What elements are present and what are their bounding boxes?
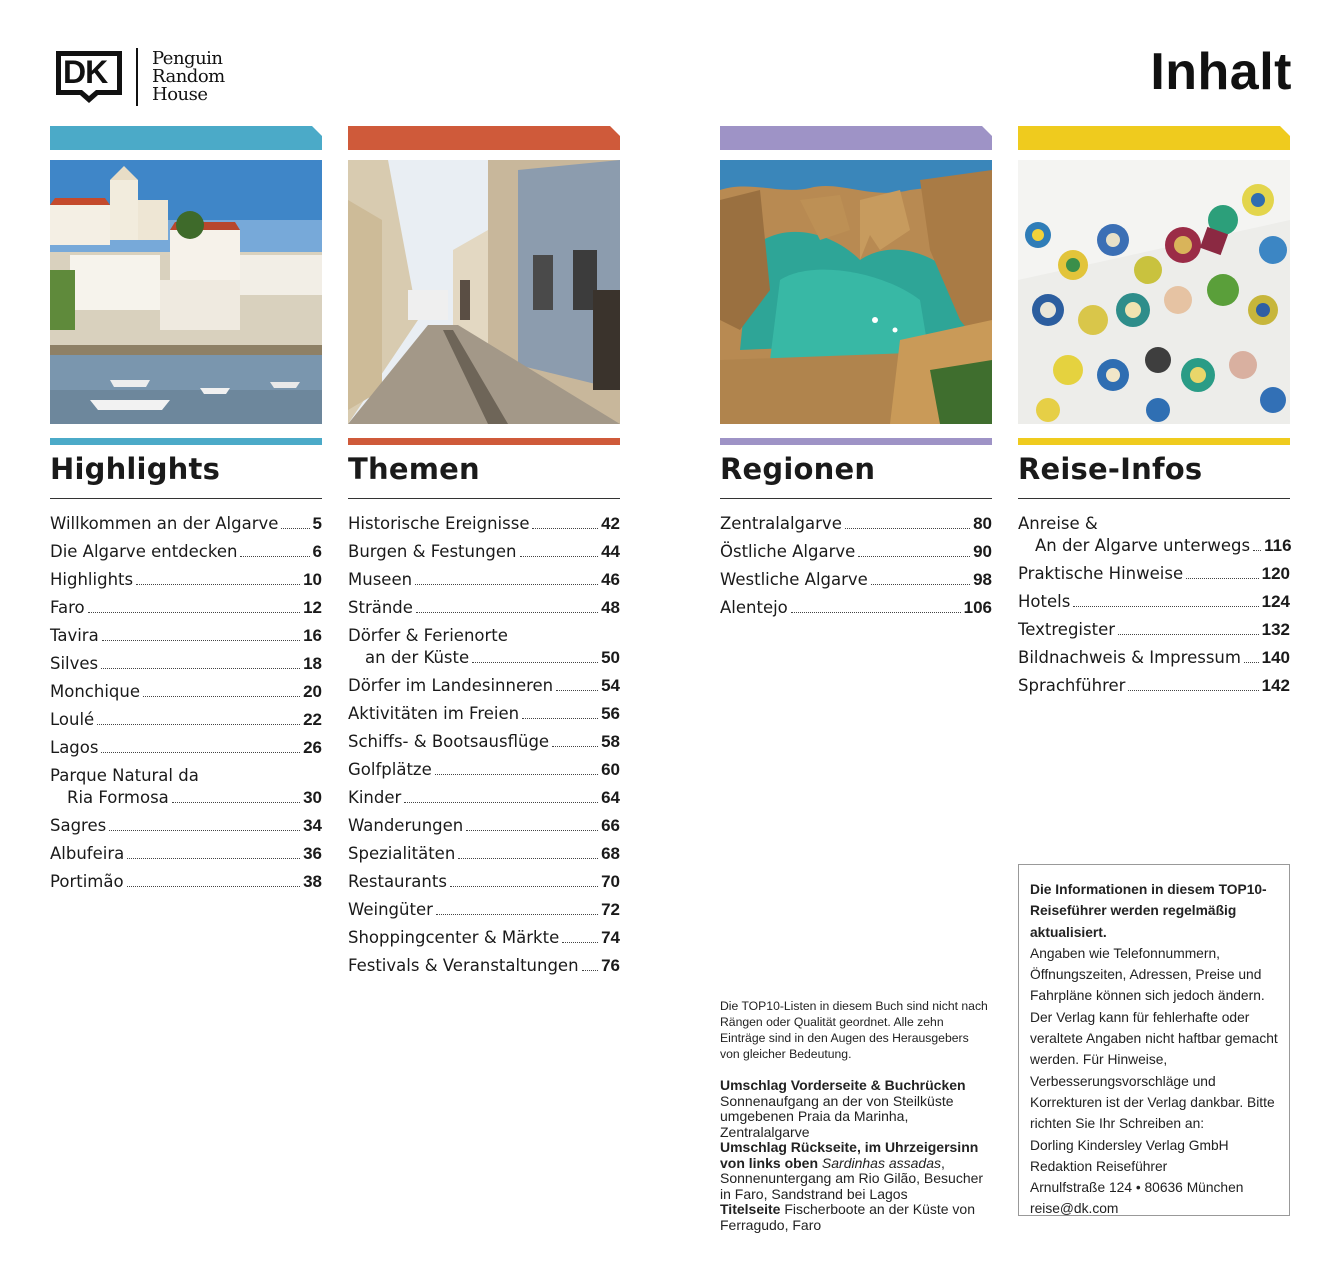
toc-entry[interactable] bbox=[348, 625, 620, 669]
toc-entry[interactable] bbox=[348, 815, 620, 837]
cover-credits bbox=[720, 1078, 990, 1233]
credit-text: Fischerboote an der Küste von Ferragudo, Faro bbox=[720, 1201, 975, 1233]
leader-dots bbox=[435, 774, 598, 775]
penguin-random-house-wordmark bbox=[152, 50, 225, 104]
entry-label: Loulé bbox=[50, 710, 95, 729]
page-number: 58 bbox=[601, 732, 620, 751]
page-number: 56 bbox=[601, 704, 620, 723]
page-number: 140 bbox=[1261, 648, 1290, 667]
entry-label: Wanderungen bbox=[348, 816, 464, 835]
page-number: 72 bbox=[601, 900, 620, 919]
entry-label: Spezialitäten bbox=[348, 844, 456, 863]
page-number: 66 bbox=[601, 816, 620, 835]
entry-label: Lagos bbox=[50, 738, 99, 757]
page-number: 120 bbox=[1261, 564, 1290, 583]
entry-label: Restaurants bbox=[348, 872, 447, 891]
entry-label: Praktische Hinweise bbox=[1018, 564, 1184, 583]
page-number: 42 bbox=[601, 514, 620, 533]
cobbled-street-photo bbox=[348, 160, 620, 424]
entry-label: Burgen & Festungen bbox=[348, 542, 517, 561]
color-tab bbox=[348, 126, 620, 150]
leader-dots bbox=[101, 668, 300, 669]
toc-entry[interactable] bbox=[348, 759, 620, 781]
toc-entry[interactable] bbox=[50, 871, 322, 893]
page-number: 48 bbox=[601, 598, 620, 617]
leader-dots bbox=[127, 886, 301, 887]
credit-italic: Sardinhas assadas bbox=[821, 1154, 941, 1171]
page-number: 50 bbox=[601, 648, 620, 667]
leader-dots bbox=[845, 528, 970, 529]
toc-entry[interactable] bbox=[50, 569, 322, 591]
toc-entry[interactable] bbox=[50, 843, 322, 865]
toc-entry[interactable] bbox=[50, 653, 322, 675]
toc-list bbox=[1018, 513, 1290, 697]
toc-entry[interactable] bbox=[348, 703, 620, 725]
leader-dots bbox=[858, 556, 970, 557]
entry-label: Sagres bbox=[50, 816, 107, 835]
page-number: 68 bbox=[601, 844, 620, 863]
dk-logo-icon bbox=[54, 49, 124, 105]
title-rule bbox=[348, 498, 620, 499]
toc-entry[interactable] bbox=[720, 513, 992, 535]
color-tab bbox=[1018, 126, 1290, 150]
credit-heading: Titelseite bbox=[720, 1201, 781, 1217]
leader-dots bbox=[1118, 634, 1259, 635]
entry-label: Museen bbox=[348, 570, 413, 589]
leader-dots bbox=[415, 584, 598, 585]
leader-dots bbox=[127, 858, 300, 859]
leader-dots bbox=[281, 528, 309, 529]
section-title: Highlights bbox=[50, 452, 221, 486]
info-box-body: Angaben wie Telefonnummern, Öffnungszeiten, Adressen, Preise und Fahrpläne können sich jedoch ändern. Der Verlag kann für fehlerhafte oder veraltete Angaben nicht haftbar gemacht werden. Für Hinweise, Verbesserungsvorschläge und Korrekturen ist der Verlag dankbar. Bitte richten Sie Ihr Schreiben an: bbox=[1030, 945, 1278, 1132]
section-themen bbox=[348, 126, 620, 983]
entry-label: Historische Ereignisse bbox=[348, 514, 530, 533]
page-number: 64 bbox=[601, 788, 620, 807]
entry-label: Kinder bbox=[348, 788, 402, 807]
dk-logo-text: DK bbox=[63, 54, 108, 90]
toc-entry[interactable] bbox=[348, 955, 620, 977]
entry-label: Bildnachweis & Impressum bbox=[1018, 648, 1241, 667]
section-title: Reise-Infos bbox=[1018, 452, 1203, 486]
page-number: 6 bbox=[312, 542, 322, 561]
toc-entry[interactable] bbox=[1018, 675, 1290, 697]
address-line: Redaktion Reiseführer bbox=[1030, 1158, 1168, 1174]
page-number: 22 bbox=[303, 710, 322, 729]
page-number: 60 bbox=[601, 760, 620, 779]
page-number: 74 bbox=[601, 928, 620, 947]
toc-entry[interactable] bbox=[1018, 513, 1290, 557]
leader-dots bbox=[472, 662, 598, 663]
section-highlights bbox=[50, 126, 322, 899]
toc-entry[interactable] bbox=[348, 731, 620, 753]
color-underbar bbox=[1018, 438, 1290, 445]
toc-entry[interactable] bbox=[1018, 619, 1290, 641]
leader-dots bbox=[102, 640, 300, 641]
entry-label: Shoppingcenter & Märkte bbox=[348, 928, 560, 947]
toc-entry[interactable] bbox=[50, 625, 322, 647]
toc-list bbox=[720, 513, 992, 619]
page-number: 76 bbox=[601, 956, 620, 975]
update-info-box bbox=[1018, 864, 1290, 1216]
leader-dots bbox=[556, 690, 598, 691]
toc-entry[interactable] bbox=[348, 871, 620, 893]
publisher-line: Random bbox=[152, 66, 225, 87]
page-number: 124 bbox=[1261, 592, 1290, 611]
leader-dots bbox=[97, 724, 300, 725]
title-rule bbox=[50, 498, 322, 499]
leader-dots bbox=[450, 886, 598, 887]
entry-label-continued: an der Küste bbox=[365, 648, 470, 667]
page-number: 26 bbox=[303, 738, 322, 757]
page-number: 132 bbox=[1261, 620, 1290, 639]
leader-dots bbox=[436, 914, 598, 915]
logo-divider bbox=[136, 48, 138, 106]
leader-dots bbox=[552, 746, 598, 747]
info-box-heading: Die Informationen in diesem TOP10-Reiseführer werden regelmäßig aktualisiert. bbox=[1030, 882, 1267, 940]
toc-entry[interactable] bbox=[50, 709, 322, 731]
toc-entry[interactable] bbox=[348, 787, 620, 809]
toc-list bbox=[50, 513, 322, 893]
title-rule bbox=[1018, 498, 1290, 499]
credit-heading: Umschlag Vorderseite & Buchrücken bbox=[720, 1077, 966, 1093]
entry-label: Alentejo bbox=[720, 598, 788, 617]
entry-label: Dörfer im Landesinneren bbox=[348, 676, 554, 695]
entry-label: Willkommen an der Algarve bbox=[50, 514, 279, 533]
entry-label-continued: An der Algarve unterwegs bbox=[1035, 536, 1251, 555]
leader-dots bbox=[404, 802, 598, 803]
page-number: 44 bbox=[601, 542, 620, 561]
leader-dots bbox=[143, 696, 300, 697]
toc-entry[interactable] bbox=[1018, 563, 1290, 585]
page-number: 54 bbox=[601, 676, 620, 695]
entry-label: Strände bbox=[348, 598, 413, 617]
toc-entry[interactable] bbox=[1018, 647, 1290, 669]
entry-label: Monchique bbox=[50, 682, 140, 701]
page-number: 20 bbox=[303, 682, 322, 701]
toc-entry[interactable] bbox=[50, 765, 322, 809]
leader-dots bbox=[101, 752, 300, 753]
toc-entry[interactable] bbox=[50, 815, 322, 837]
entry-label-continued: Ria Formosa bbox=[67, 788, 169, 807]
entry-label: Faro bbox=[50, 598, 85, 617]
title-rule bbox=[720, 498, 992, 499]
leader-dots bbox=[522, 718, 598, 719]
leader-dots bbox=[1186, 578, 1259, 579]
color-tab bbox=[50, 126, 322, 150]
toc-entry[interactable] bbox=[348, 675, 620, 697]
entry-label: Dörfer & Ferienorte bbox=[348, 626, 508, 645]
entry-label: Albufeira bbox=[50, 844, 125, 863]
credit-text: Sonnenaufgang an der von Steilküste umgebenen Praia da Marinha, Zentralalgarve bbox=[720, 1092, 954, 1140]
toc-entry[interactable] bbox=[348, 541, 620, 563]
leader-dots bbox=[582, 970, 599, 971]
section-regionen bbox=[720, 126, 992, 625]
toc-entry[interactable] bbox=[1018, 591, 1290, 613]
section-reise-infos bbox=[1018, 126, 1290, 703]
entry-label: Silves bbox=[50, 654, 99, 673]
entry-label: Textregister bbox=[1018, 620, 1116, 639]
page-number: 98 bbox=[973, 570, 992, 589]
color-tab bbox=[720, 126, 992, 150]
page-number: 36 bbox=[303, 844, 322, 863]
entry-label: Zentralalgarve bbox=[720, 514, 842, 533]
toc-entry[interactable] bbox=[720, 569, 992, 591]
page-number: 10 bbox=[303, 570, 322, 589]
leader-dots bbox=[871, 584, 970, 585]
entry-label: Weingüter bbox=[348, 900, 433, 919]
toc-entry[interactable] bbox=[50, 513, 322, 535]
toc-entry[interactable] bbox=[50, 737, 322, 759]
entry-label: Hotels bbox=[1018, 592, 1071, 611]
leader-dots bbox=[1128, 690, 1258, 691]
leader-dots bbox=[172, 802, 300, 803]
toc-entry[interactable] bbox=[348, 927, 620, 949]
entry-label: Schiffs- & Bootsausflüge bbox=[348, 732, 550, 751]
entry-label: Highlights bbox=[50, 570, 134, 589]
page-number: 142 bbox=[1261, 676, 1290, 695]
leader-dots bbox=[458, 858, 598, 859]
entry-label: Westliche Algarve bbox=[720, 570, 868, 589]
toc-list bbox=[348, 513, 620, 977]
section-title: Themen bbox=[348, 452, 480, 486]
page-number: 46 bbox=[601, 570, 620, 589]
page-number: 30 bbox=[303, 788, 322, 807]
coastal-rocks-photo bbox=[720, 160, 992, 424]
leader-dots bbox=[791, 612, 961, 613]
page-number: 5 bbox=[312, 514, 322, 533]
toc-entry[interactable] bbox=[348, 843, 620, 865]
toc-entry[interactable] bbox=[348, 899, 620, 921]
publisher-line: Penguin bbox=[152, 48, 223, 69]
color-underbar bbox=[50, 438, 322, 445]
entry-label: Golfplätze bbox=[348, 760, 432, 779]
leader-dots bbox=[562, 942, 598, 943]
ranking-note: Die TOP10-Listen in diesem Buch sind nicht nach Rängen oder Qualität geordnet. Alle zehn Einträge sind in den Augen des Herausgebers von gleicher Bedeutung. bbox=[720, 999, 988, 1061]
page-number: 18 bbox=[303, 654, 322, 673]
page-number: 12 bbox=[303, 598, 322, 617]
section-title: Regionen bbox=[720, 452, 876, 486]
toc-entry[interactable] bbox=[348, 569, 620, 591]
leader-dots bbox=[1253, 550, 1261, 551]
page-number: 34 bbox=[303, 816, 322, 835]
credit-text: , Sonnenuntergang am Rio Gilão, Besucher in Faro, Sandstrand bei Lagos bbox=[720, 1154, 984, 1202]
entry-label: Östliche Algarve bbox=[720, 542, 856, 561]
toc-entry[interactable] bbox=[720, 541, 992, 563]
page-number: 106 bbox=[963, 598, 992, 617]
entry-label: Portimão bbox=[50, 872, 124, 891]
entry-label: Aktivitäten im Freien bbox=[348, 704, 520, 723]
leader-dots bbox=[532, 528, 598, 529]
page-title: Inhalt bbox=[1150, 43, 1292, 101]
ceramic-plates-photo bbox=[1018, 160, 1290, 424]
color-underbar bbox=[720, 438, 992, 445]
page-number: 38 bbox=[303, 872, 322, 891]
leader-dots bbox=[88, 612, 300, 613]
leader-dots bbox=[520, 556, 599, 557]
entry-label: Parque Natural da bbox=[50, 766, 199, 785]
address-line: Dorling Kindersley Verlag GmbH bbox=[1030, 1137, 1229, 1153]
page-number: 80 bbox=[973, 514, 992, 533]
leader-dots bbox=[416, 612, 598, 613]
leader-dots bbox=[136, 584, 300, 585]
entry-label: Tavira bbox=[50, 626, 99, 645]
color-underbar bbox=[348, 438, 620, 445]
leader-dots bbox=[1073, 606, 1258, 607]
page-number: 116 bbox=[1264, 536, 1292, 555]
toc-entry[interactable] bbox=[720, 597, 992, 619]
leader-dots bbox=[466, 830, 598, 831]
village-harbor-photo bbox=[50, 160, 322, 424]
toc-entry[interactable] bbox=[348, 597, 620, 619]
toc-entry[interactable] bbox=[50, 597, 322, 619]
leader-dots bbox=[109, 830, 300, 831]
leader-dots bbox=[240, 556, 309, 557]
address-line: Arnulfstraße 124 • 80636 München bbox=[1030, 1180, 1244, 1196]
toc-entry[interactable] bbox=[348, 513, 620, 535]
entry-label: Anreise & bbox=[1018, 514, 1098, 533]
toc-entry[interactable] bbox=[50, 681, 322, 703]
page-number: 90 bbox=[973, 542, 992, 561]
entry-label: Die Algarve entdecken bbox=[50, 542, 238, 561]
email-link[interactable]: reise@dk.com bbox=[1030, 1201, 1119, 1217]
entry-label: Sprachführer bbox=[1018, 676, 1126, 695]
credit-heading: Umschlag Rückseite, im Uhrzeigersinn von links oben bbox=[720, 1139, 979, 1171]
entry-label: Festivals & Veranstaltungen bbox=[348, 956, 579, 975]
page-number: 16 bbox=[303, 626, 322, 645]
leader-dots bbox=[1244, 662, 1259, 663]
publisher-logo bbox=[54, 48, 225, 106]
top10-note bbox=[720, 998, 990, 1233]
publisher-line: House bbox=[152, 84, 208, 105]
page-number: 70 bbox=[601, 872, 620, 891]
toc-entry[interactable] bbox=[50, 541, 322, 563]
